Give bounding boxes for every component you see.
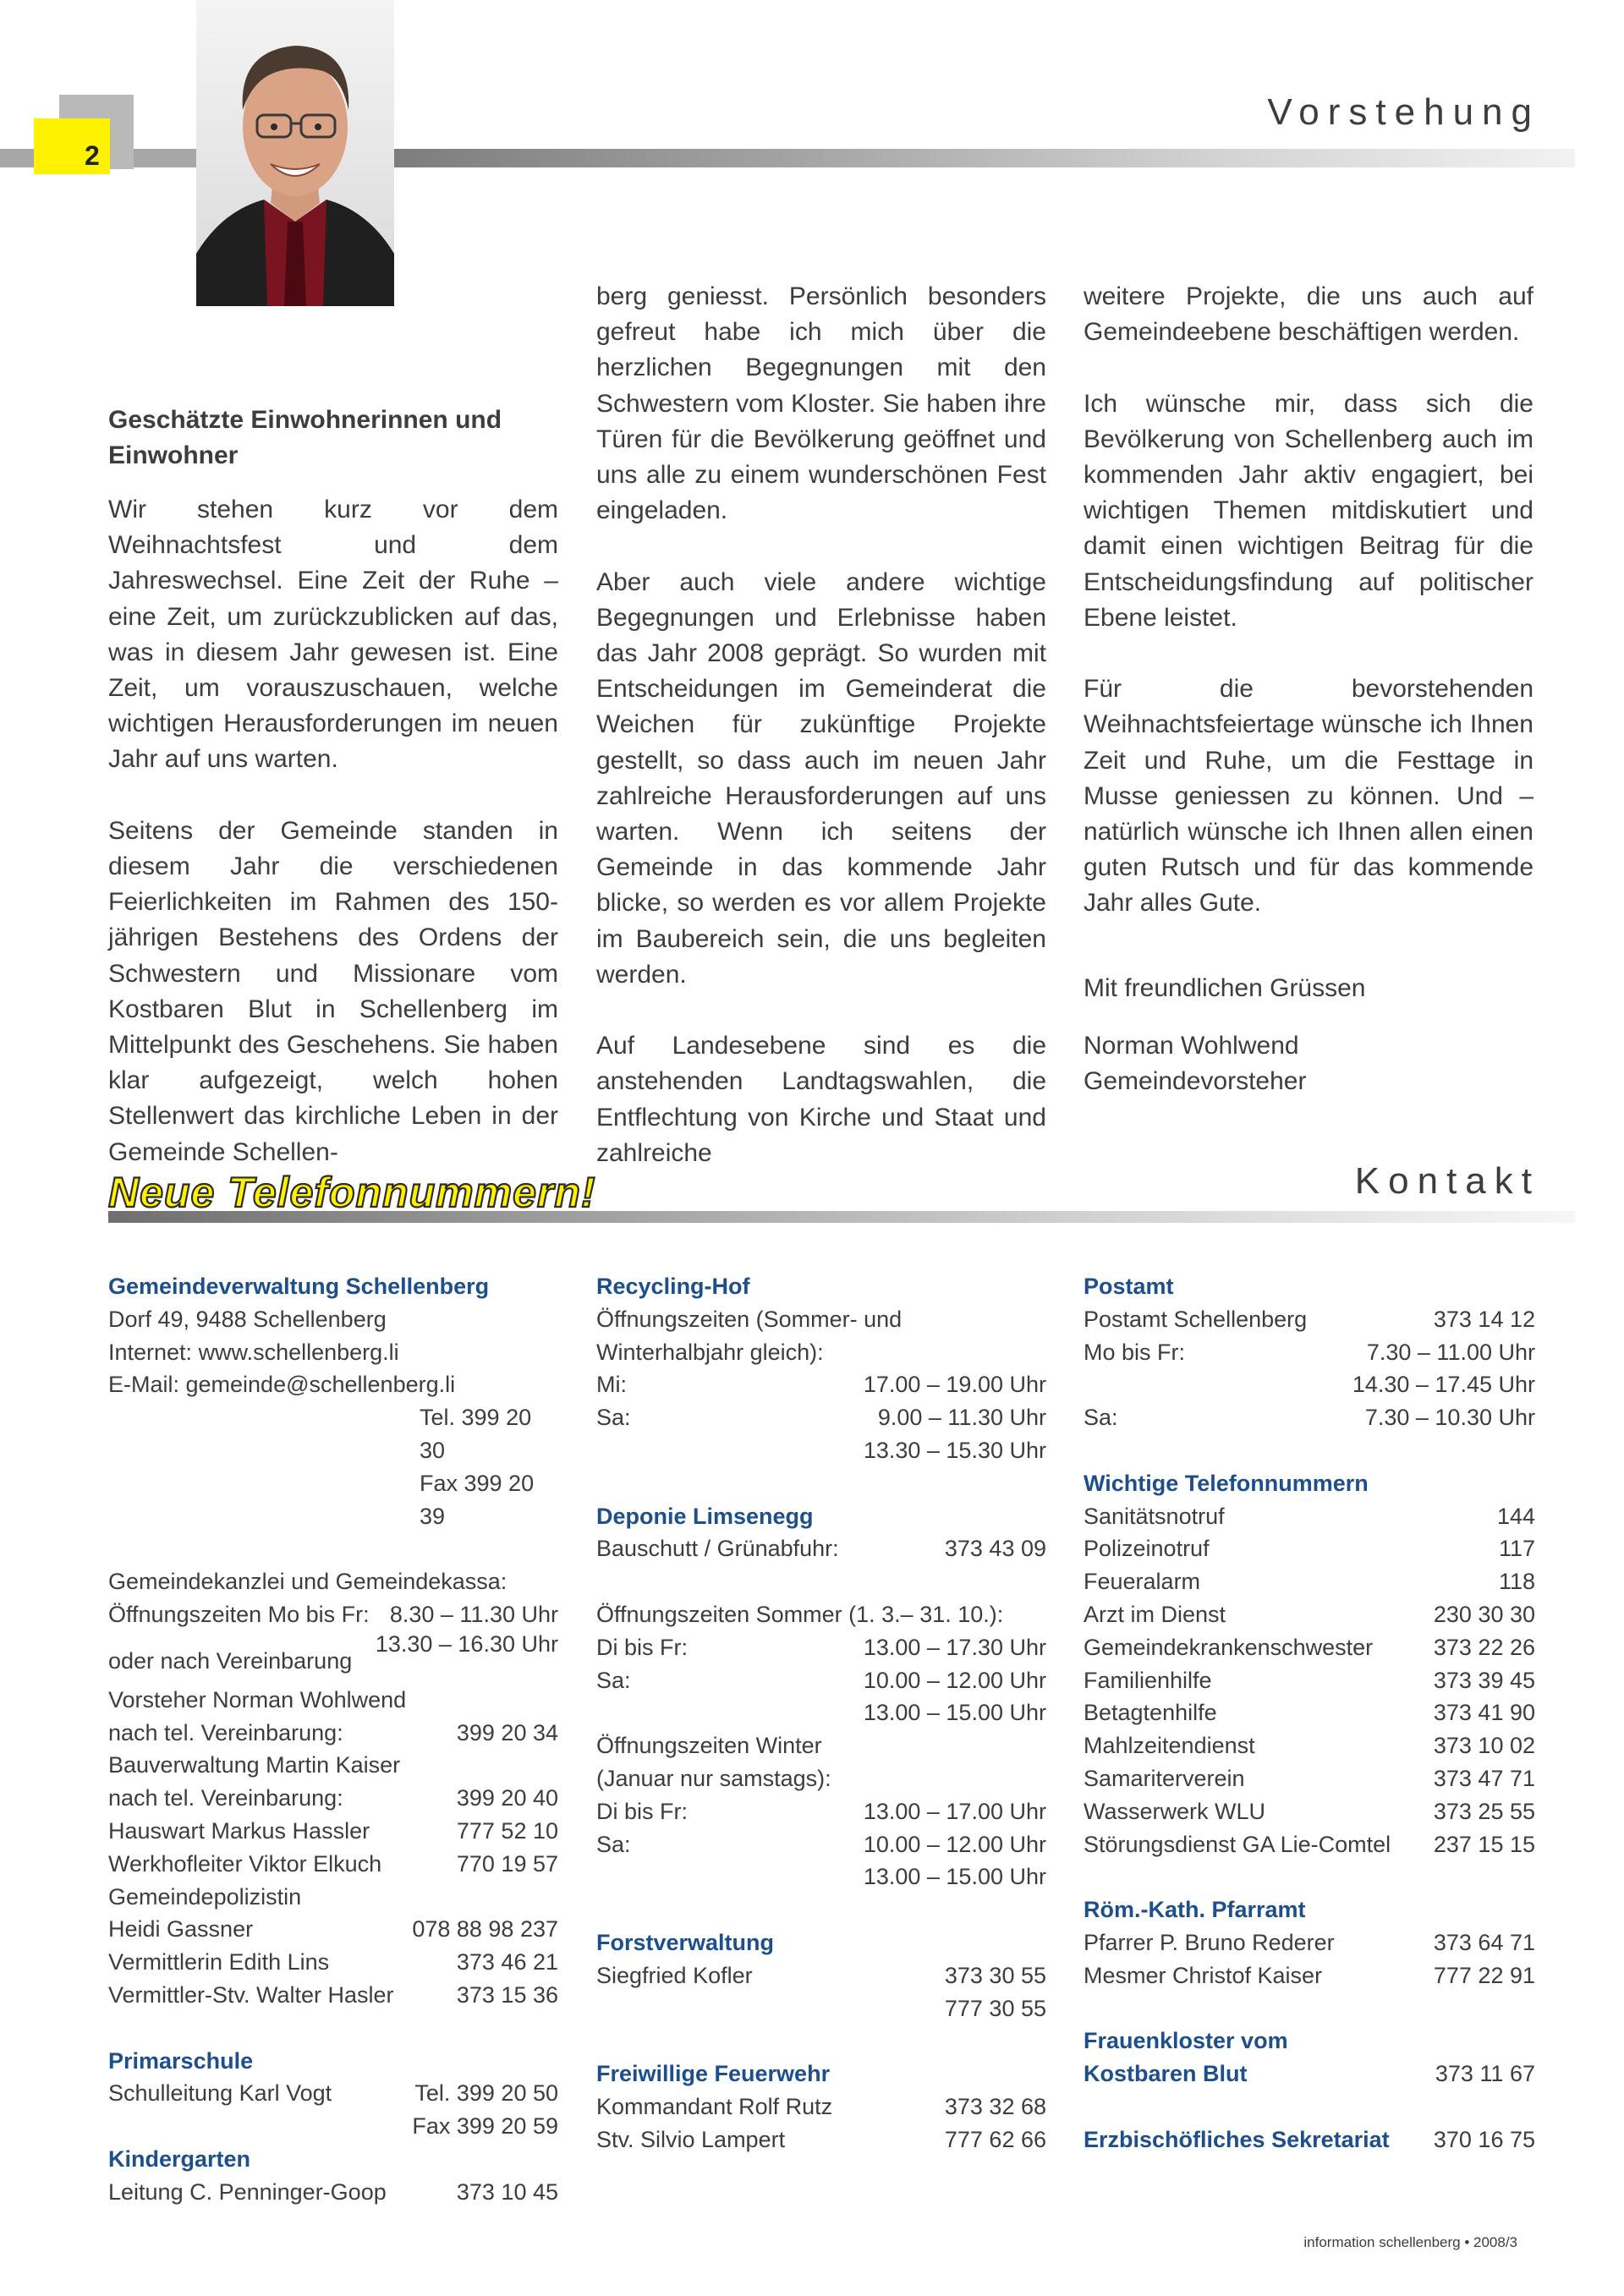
contact-label: Wasserwerk WLU	[1084, 1798, 1266, 1824]
day-label: Sa:	[596, 1405, 631, 1431]
phone-number: 399 20 40	[456, 1785, 558, 1811]
deponie-heading: Deponie Limsenegg	[596, 1503, 814, 1529]
contact-name: Vorsteher Norman Wohlwend	[108, 1686, 407, 1712]
day-label: Sa:	[1084, 1405, 1118, 1431]
opening-time: 10.00 – 12.00 Uhr	[863, 1667, 1046, 1693]
letter-paragraph: berg geniesst. Persönlich besonders gefreut habe ich mich über die herzlichen Begegnungen mit den Schwestern vom Kloster. Sie haben ihre Türen für die Bevölkerung geöffnet und uns alle zu einem wunderschönen Fest eingeladen.	[596, 282, 1046, 525]
hours-row	[596, 1631, 1046, 1664]
opening-time: 17.00 – 19.00 Uhr	[863, 1372, 1046, 1398]
contact-row	[1084, 1959, 1535, 1992]
important-number-row	[1084, 1696, 1535, 1729]
opening-hours-row	[108, 1598, 558, 1631]
frauenkloster-heading: Frauenkloster vom	[1084, 2028, 1288, 2054]
contact-label: nach tel. Vereinbarung:	[108, 1719, 343, 1745]
phone-number: 777 52 10	[456, 1817, 558, 1844]
forstverwaltung-heading: Forstverwaltung	[596, 1929, 775, 1955]
phone-number: 078 88 98 237	[412, 1916, 558, 1943]
opening-time: 13.00 – 15.00 Uhr	[863, 1700, 1046, 1726]
contact-label: Stv. Silvio Lampert	[596, 2126, 786, 2152]
opening-time: 7.30 – 11.00 Uhr	[1366, 1339, 1535, 1365]
day-label: Mo bis Fr:	[1084, 1339, 1186, 1365]
day-label: Di bis Fr:	[596, 1634, 688, 1660]
letter-paragraph: Seitens der Gemeinde standen in diesem Jahr die verschiedenen Feierlichkeiten im Rahmen des 150-jährigen Bestehens des Ordens der Schwestern und Missionare vom Kostbaren Blut in Schellenberg im Mittelpunkt des Geschehens. Sie haben klar aufgezeigt, welch hohen Stellenwert das kirchliche Leben in der Gemeinde Schellen-	[108, 816, 558, 1166]
opening-label: Öffnungszeiten Mo bis Fr:	[108, 1601, 370, 1627]
contact-row	[108, 1979, 558, 2012]
letter-column-2	[596, 279, 1046, 1171]
contact-row	[108, 1782, 558, 1815]
contact-label: Familienhilfe	[1084, 1667, 1212, 1693]
contact-label: Mahlzeitendienst	[1084, 1733, 1255, 1759]
phone-number: 373 10 45	[456, 2178, 558, 2205]
contact-label: Leitung C. Penninger-Goop	[108, 2178, 387, 2205]
contact-label: Postamt Schellenberg	[1084, 1306, 1308, 1332]
portrait-photo	[196, 0, 394, 306]
phone-number: 373 25 55	[1433, 1798, 1535, 1824]
phone-number: 373 14 12	[1433, 1306, 1535, 1332]
gemeindeverwaltung-heading: Gemeindeverwaltung Schellenberg	[108, 1274, 490, 1299]
opening-time: 13.00 – 17.00 Uhr	[863, 1798, 1046, 1824]
day-label: Mi:	[596, 1372, 627, 1398]
important-number-row	[1084, 1500, 1535, 1533]
letter-paragraph: weitere Projekte, die uns auch auf Gemeindeebene beschäftigen werden.	[1084, 282, 1533, 347]
contact-row	[1084, 1926, 1535, 1959]
contact-row	[1084, 1303, 1535, 1336]
contact-label: Sanitätsnotruf	[1084, 1503, 1225, 1529]
day-label: Sa:	[596, 1667, 631, 1693]
phone-number: 373 39 45	[1433, 1667, 1535, 1693]
footer: information schellenberg • 2008/3	[1303, 2234, 1517, 2250]
opening-time: 8.30 – 11.30 Uhr	[389, 1601, 558, 1627]
contact-label: Störungsdienst GA Lie-Comtel	[1084, 1831, 1391, 1857]
important-number-row	[1084, 1532, 1535, 1565]
important-number-row	[1084, 1565, 1535, 1598]
letter-closing: Mit freundlichen Grüssen	[1084, 973, 1366, 1002]
contact-row	[596, 1959, 1046, 1992]
contact-label: Mesmer Christof Kaiser	[1084, 1962, 1323, 1988]
contact-label: Hauswart Markus Hassler	[108, 1817, 370, 1844]
feuerwehr-heading: Freiwillige Feuerwehr	[596, 2061, 831, 2087]
important-numbers-list	[1084, 1500, 1535, 1861]
contact-row	[1084, 2123, 1535, 2156]
phone-number: 777 30 55	[944, 1995, 1046, 2021]
important-number-row	[1084, 1828, 1535, 1861]
letter-paragraph: Ich wünsche mir, dass sich die Bevölkerung von Schellenberg auch im kommenden Jahr aktiv engagiert, bei wichtigen Themen mitdiskutiert und damit einen wichtigen Beitrag für die Entscheidungsfindung auf politischer Ebene leistet.	[1084, 389, 1533, 632]
phone-number: 373 41 90	[1433, 1700, 1535, 1726]
day-label: Sa:	[596, 1831, 631, 1857]
contact-row	[108, 1946, 558, 1979]
important-number-row	[1084, 1598, 1535, 1631]
phone-number: 373 64 71	[1433, 1929, 1535, 1955]
opening-time: 13.00 – 15.00 Uhr	[863, 1864, 1046, 1890]
address: Dorf 49, 9488 Schellenberg	[108, 1306, 387, 1332]
recycling-heading: Recycling-Hof	[596, 1274, 750, 1299]
opening-note: oder nach Vereinbarung	[108, 1647, 353, 1674]
letter-paragraph: Wir stehen kurz vor dem Weihnachtsfest und dem Jahreswechsel. Eine Zeit der Ruhe – eine Zeit, um zurückzublicken auf das, was in diesem Jahr gewesen ist. Eine Zeit, um vorauszuschauen, welche wichtigen Herausforderungen im neuen Jahr auf uns warten.	[108, 496, 558, 774]
section-title: Vorstehung	[1267, 91, 1540, 133]
opening-time: 13.00 – 17.30 Uhr	[863, 1634, 1046, 1660]
contact-label: Samariterverein	[1084, 1765, 1245, 1791]
primarschule-heading: Primarschule	[108, 2047, 254, 2074]
letter-paragraph: Auf Landesebene sind es die anstehenden Landtagswahlen, die Entflechtung von Kirche und Staat und zahlreiche	[596, 1032, 1046, 1167]
hours-row	[1084, 1336, 1535, 1369]
phone-number: 373 43 09	[944, 1536, 1046, 1562]
hours-row	[596, 1664, 1046, 1697]
summer-hours-label: Öffnungszeiten Sommer (1. 3.– 31. 10.):	[596, 1601, 1004, 1627]
winter-hours-label: Öffnungszeiten Winter	[596, 1733, 822, 1759]
fax: Fax 399 20 59	[412, 2113, 558, 2140]
contact-row	[108, 2176, 558, 2209]
phone-number: 373 15 36	[456, 1981, 558, 2008]
day-label: Di bis Fr:	[596, 1798, 688, 1824]
contact-label: Polizeinotruf	[1084, 1536, 1210, 1562]
contact-label: Vermittlerin Edith Lins	[108, 1949, 330, 1975]
letter-greeting: Geschätzte Einwohnerinnen und Einwohner	[108, 406, 502, 469]
postamt-heading: Postamt	[1084, 1274, 1174, 1299]
page-number: 2	[85, 140, 100, 171]
header-rule	[394, 149, 1575, 167]
phone-number: 370 16 75	[1433, 2126, 1535, 2152]
phone-number: 399 20 34	[456, 1719, 558, 1745]
kanzlei-label: Gemeindekanzlei und Gemeindekassa:	[108, 1569, 508, 1595]
contact-row	[108, 1848, 558, 1881]
phone-number: 237 15 15	[1433, 1831, 1535, 1857]
opening-time: 7.30 – 10.30 Uhr	[1364, 1405, 1535, 1431]
phone-number: 144	[1496, 1503, 1535, 1529]
kontakt-section-title: Kontakt	[1354, 1160, 1540, 1202]
phone-number: 373 46 21	[456, 1949, 558, 1975]
phone-number: 118	[1498, 1569, 1535, 1595]
contact-label: Feueralarm	[1084, 1569, 1201, 1595]
contact-label: Vermittler-Stv. Walter Hasler	[108, 1981, 394, 2008]
contact-label: Kommandant Rolf Rutz	[596, 2093, 833, 2119]
contact-row	[108, 1815, 558, 1848]
phone-number: 373 22 26	[1433, 1634, 1535, 1660]
contact-label: Heidi Gassner	[108, 1916, 254, 1943]
important-number-row	[1084, 1664, 1535, 1697]
contact-row	[108, 1913, 558, 1946]
directory-column-1	[108, 1270, 558, 2209]
opening-time: 10.00 – 12.00 Uhr	[863, 1831, 1046, 1857]
phone-number: 777 22 91	[1433, 1962, 1535, 1988]
contact-row	[108, 2077, 558, 2110]
phone-number: 373 47 71	[1433, 1765, 1535, 1791]
contact-row	[596, 2123, 1046, 2156]
opening-hours-row	[108, 1631, 558, 1674]
signature-title: Gemeindevorsteher	[1084, 1067, 1307, 1096]
letter-column-3	[1084, 279, 1533, 1099]
hours-row	[596, 1368, 1046, 1401]
phone-number: 373 10 02	[1433, 1733, 1535, 1759]
important-number-row	[1084, 1762, 1535, 1795]
new-numbers-banner: Neue Telefonnummern!	[108, 1169, 596, 1216]
contact-row	[596, 1532, 1046, 1565]
signature-name: Norman Wohlwend	[1084, 1031, 1299, 1060]
letter-paragraph: Für die bevorstehenden Weihnachtsfeiertage wünsche ich Ihnen Zeit und Ruhe, um die Festtage in Musse geniessen zu können. Und – natürlich wünsche ich Ihnen allen einen guten Rutsch und für das kommende Jahr alles Gute.	[1084, 675, 1533, 918]
phone-number: 230 30 30	[1433, 1601, 1535, 1627]
opening-time: 14.30 – 17.45 Uhr	[1352, 1372, 1535, 1398]
letter-paragraph: Aber auch viele andere wichtige Begegnungen und Erlebnisse haben das Jahr 2008 geprägt. So wurden mit Entscheidungen im Gemeinderat die Weichen für zukünftige Projekte gestellt, so dass auch im neuen Jahr zahlreiche Herausforderungen auf uns warten. Wenn ich seitens der Gemeinde in das kommende Jahr blicke, so werden es vor allem Projekte im Baubereich sein, die uns begleiten werden.	[596, 567, 1046, 989]
opening-time: 13.30 – 16.30 Uhr	[375, 1630, 558, 1657]
hours-row	[596, 1795, 1046, 1828]
directory-column-2	[596, 1270, 1046, 2156]
phone-number: 373 32 68	[944, 2093, 1046, 2119]
important-number-row	[1084, 1729, 1535, 1762]
contact-label: Schulleitung Karl Vogt	[108, 2080, 332, 2107]
phone-number: 770 19 57	[456, 1850, 558, 1877]
hours-row	[1084, 1401, 1535, 1434]
contact-label: Arzt im Dienst	[1084, 1601, 1226, 1627]
phone-number: 373 30 55	[944, 1962, 1046, 1988]
opening-time: 13.30 – 15.30 Uhr	[863, 1437, 1046, 1463]
contact-row	[108, 1717, 558, 1750]
contact-name: Gemeindepolizistin	[108, 1883, 302, 1910]
important-numbers-heading: Wichtige Telefonnummern	[1084, 1470, 1369, 1496]
directory-column-3	[1084, 1270, 1535, 2156]
website[interactable]: Internet: www.schellenberg.li	[108, 1339, 399, 1365]
contact-label: Siegfried Kofler	[596, 1962, 753, 1988]
kindergarten-heading: Kindergarten	[108, 2145, 251, 2172]
contact-label: nach tel. Vereinbarung:	[108, 1785, 343, 1811]
pfarramt-heading: Röm.-Kath. Pfarramt	[1084, 1897, 1306, 1923]
contact-label: Bauschutt / Grünabfuhr:	[596, 1536, 839, 1562]
contact-label: Pfarrer P. Bruno Rederer	[1084, 1929, 1335, 1955]
contact-row	[596, 2091, 1046, 2123]
important-number-row	[1084, 1631, 1535, 1664]
opening-time: 9.00 – 11.30 Uhr	[877, 1405, 1046, 1431]
recycling-hours-label: Öffnungszeiten (Sommer- und Winterhalbjahr gleich):	[596, 1306, 903, 1365]
contact-label: Gemeindekrankenschwester	[1084, 1634, 1374, 1660]
hours-row	[596, 1401, 1046, 1434]
important-number-row	[1084, 1795, 1535, 1828]
fax: Fax 399 20 39	[420, 1470, 535, 1529]
phone-number: 373 11 67	[1435, 2061, 1535, 2087]
sekretariat-heading: Erzbischöfliches Sekretariat	[1084, 2126, 1390, 2152]
contact-label: Werkhofleiter Viktor Elkuch	[108, 1850, 382, 1877]
frauenkloster-heading-line2: Kostbaren Blut	[1084, 2061, 1248, 2087]
email[interactable]: E-Mail: gemeinde@schellenberg.li	[108, 1372, 456, 1398]
winter-hours-note: (Januar nur samstags):	[596, 1765, 831, 1791]
phone-number: 117	[1498, 1536, 1535, 1562]
contact-label: Betagtenhilfe	[1084, 1700, 1217, 1726]
hours-row	[596, 1828, 1046, 1861]
contact-name: Bauverwaltung Martin Kaiser	[108, 1752, 401, 1778]
letter-column-1	[108, 403, 558, 1170]
phone: Tel. 399 20 30	[420, 1405, 532, 1463]
phone-number: 777 62 66	[944, 2126, 1046, 2152]
contact-row	[1084, 2058, 1535, 2091]
phone-number: Tel. 399 20 50	[414, 2080, 558, 2107]
